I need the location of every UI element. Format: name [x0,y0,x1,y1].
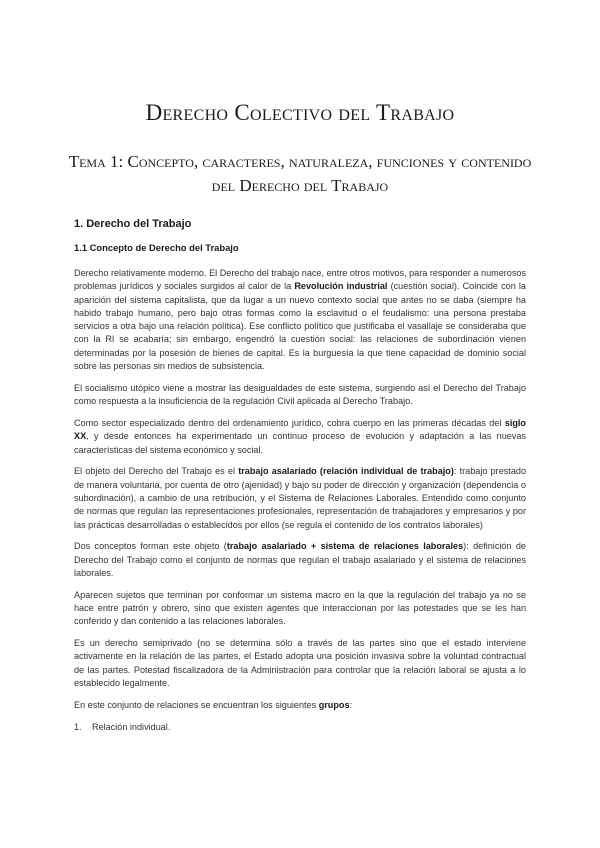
paragraph-6: Aparecen sujetos que terminan por conformar un sistema macro en la que la regulación del trabajo ya no se hace entre patrón y obrero, sino que existen agentes que interaccionan por las potestades que se les han conferido y dan contenido a las relaciones laborales. [74,589,526,627]
paragraph-3-bold: siglo XX [74,417,526,442]
paragraph-5-text-a: Dos conceptos forman este objeto ( [74,541,227,552]
paragraph-5 [74,540,526,580]
paragraph-2: El socialismo utópico viene a mostrar las desigualdades de este sistema, surgiendo así el Derecho del Trabajo como respuesta a la insuficiencia de la regulación Civil aplicada al Derecho Trabajo. [74,382,526,407]
paragraph-3-text-c: , y desde entonces ha experimentado un continuo proceso de evolución y adaptación a las nuevas características del sistema económico y social. [74,431,526,455]
paragraph-3-text-a: Como sector especializado dentro del ordenamiento jurídico, cobra cuerpo en las primeras décadas del [74,417,505,428]
section-heading-1: 1. Derecho del Trabajo [74,218,192,230]
list-item-number: 1. [74,721,82,732]
paragraph-8 [74,699,526,712]
paragraph-8-bold: grupos [318,699,350,710]
paragraph-5-bold: trabajo asalariado + sistema de relaciones laborales [226,541,464,552]
list-item-text: Relación individual. [92,721,171,732]
paragraph-1-text-a: Derecho relativamente moderno. El Derecho del trabajo nace, entre otros motivos, para responder a numerosos problemas jurídicos y sociales surgidos al calor de la [74,268,526,292]
paragraph-8-text-c: : [349,699,353,710]
paragraph-4-text-c: : trabajo prestado de manera voluntaria, por cuenta de otro (ajenidad) y bajo su poder de dirección y organización (dependencia o subordinación), a cambio de una retribución, y el Sistema de Relaciones Laborales. Entendido como conjunto de normas que regulan las representaciones profesionales, representación de trabajadores y empresarios y por las prácticas desarrolladas o establecidos por ellos (se regula el contenido de los contratos laborales) [74,466,526,530]
paragraph-4-text-a: El objeto del Derecho del Trabajo es el [74,466,239,477]
groups-list [74,721,526,734]
document-body [74,218,526,734]
tema-title: Tema 1: Concepto, caracteres, naturaleza, funciones y contenido del Derecho del Trabajo [68,152,532,195]
paragraph-4 [74,465,526,531]
paragraph-4-bold: trabajo asalariado (relación individual de trabajo) [238,466,454,477]
paragraph-1-text-c: (cuestión social). Coincide con la aparición del sistema capitalista, que da lugar a un nuevo contexto social que antes no se daba (siempre ha habido trabajo humano, pero bajo otras formas como la esclavitud o el feudalismo: una persona prestaba servicios a otra bajo una relación política). Ese conflicto político que justificaba el vasallaje se consideraba que con la RI se acabaría; sin embargo, engendró la cuestión social: las relaciones de subordinación vienen determinadas por la posesión de bienes de capital. Es la burguesía la que tiene capacidad de dominio social sobre las personas sin medios de subsistencia. [74,281,526,372]
paragraph-7: Es un derecho semiprivado (no se determina sólo a través de las partes sino que el estado interviene activamente en la relación de las partes, el Estado adopta una posición invasiva sobre la voluntad contractual de las partes. Potestad fiscalizadora de la Administración para controlar que la relación laboral se ajusta a lo establecido legalmente. [74,638,526,689]
paragraph-1-bold: Revolución industrial [294,281,388,292]
paragraph-8-text-a: En este conjunto de relaciones se encuentran los siguientes [74,699,319,710]
paragraph-5-text-c: ): definición de Derecho del Trabajo como el conjunto de normas que regulan el trabajo asalariado y el sistema de relaciones laborales. [74,541,526,578]
paragraph-1 [74,267,526,373]
list-item [74,721,526,734]
subsection-heading-1-1: 1.1 Concepto de Derecho del Trabajo [74,242,239,253]
document-title: Derecho Colectivo del Trabajo [145,100,455,125]
paragraph-3 [74,417,526,457]
